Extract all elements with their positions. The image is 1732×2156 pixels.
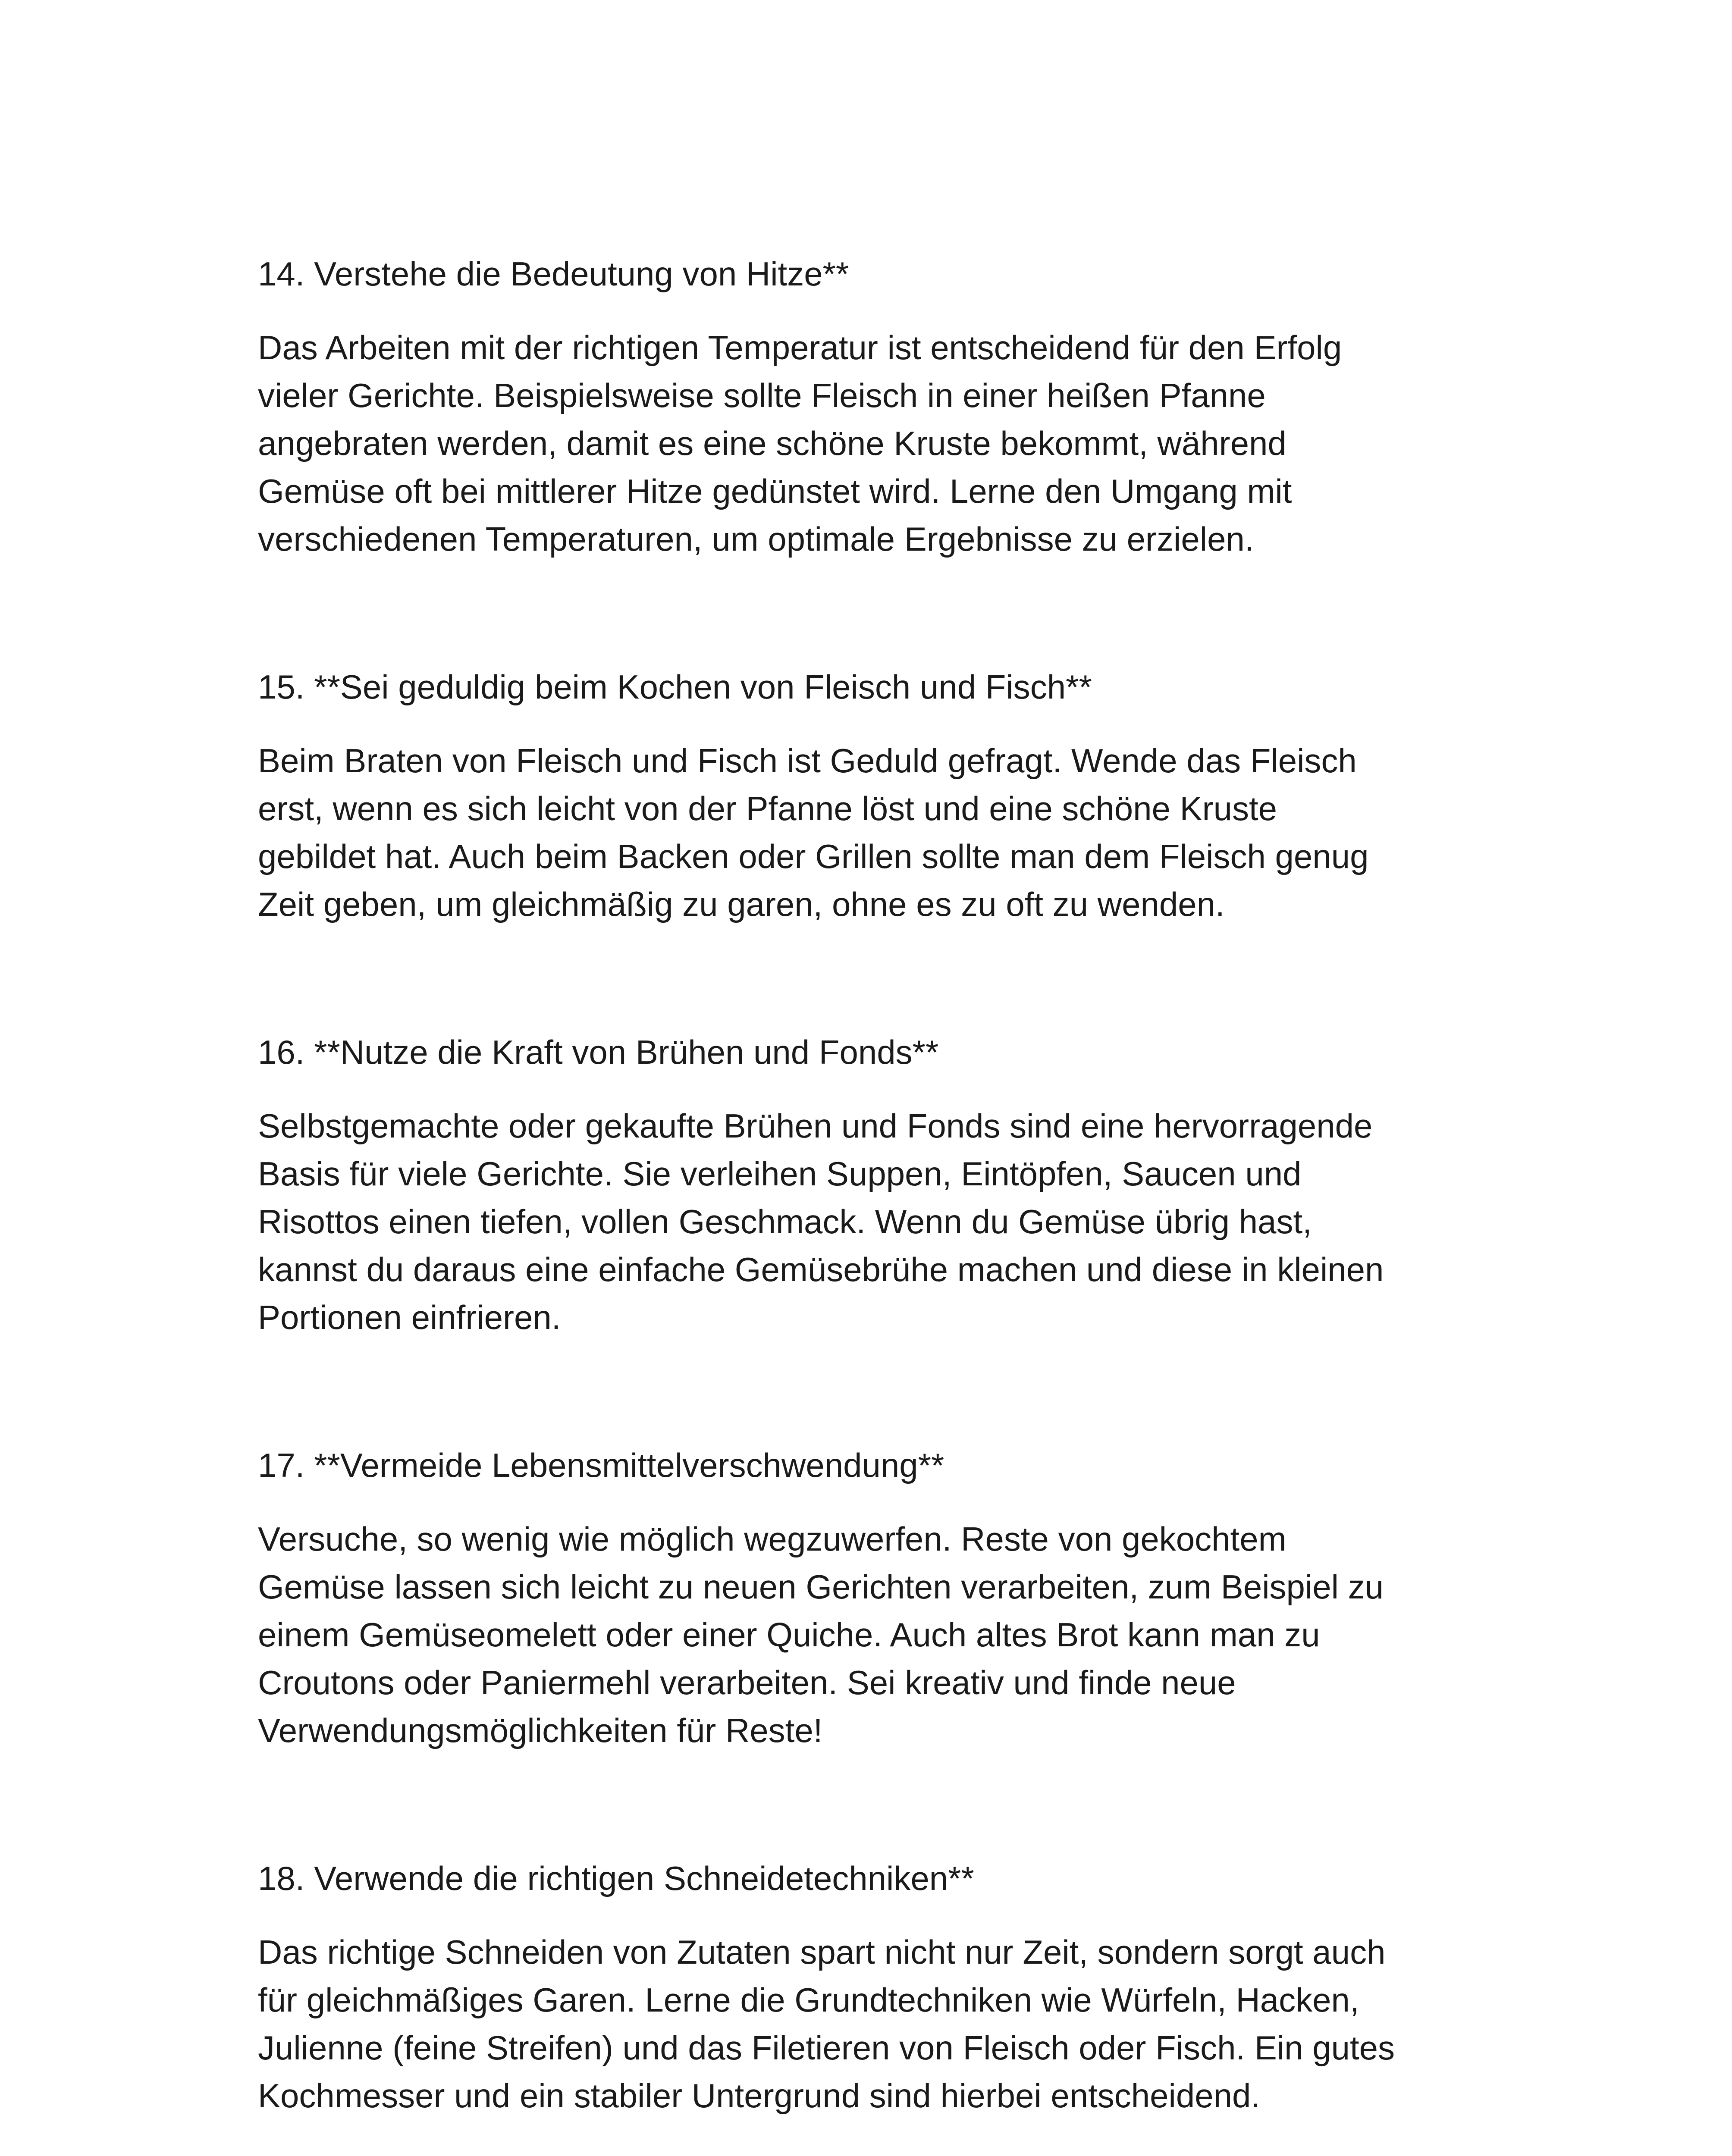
section-paragraph: Das Arbeiten mit der richtigen Temperatur ist entscheidend für den Erfolg vieler Gerichte. Beispielsweise sollte Fleisch in einer heißen Pfanne angebraten werden, damit es eine schöne Kruste bekommt, während Gemüse oft bei mittlerer Hitze gedünstet wird. Lerne den Umgang mit verschiedenen Temperaturen, um optimale Ergebnisse zu erzielen. bbox=[258, 329, 1342, 558]
section-18 bbox=[258, 1855, 1509, 2120]
section-17 bbox=[258, 1442, 1509, 1755]
section-16 bbox=[258, 1028, 1509, 1341]
section-paragraph: Selbstgemachte oder gekaufte Brühen und Fonds sind eine hervorragende Basis für viele Gerichte. Sie verleihen Suppen, Eintöpfen, Saucen und Risottos einen tiefen, vollen Geschmack. Wenn du Gemüse übrig hast, kannst du daraus eine einfache Gemüsebrühe machen und diese in kleinen Portionen einfrieren. bbox=[258, 1107, 1384, 1336]
section-heading: 18. Verwende die richtigen Schneidetechniken** bbox=[258, 1859, 974, 1897]
section-heading: 15. **Sei geduldig beim Kochen von Fleisch und Fisch** bbox=[258, 668, 1092, 706]
section-paragraph: Das richtige Schneiden von Zutaten spart nicht nur Zeit, sondern sorgt auch für gleichmäßiges Garen. Lerne die Grundtechniken wie Würfeln, Hacken, Julienne (feine Streifen) und das Filetieren von Fleisch oder Fisch. Ein gutes Kochmesser und ein stabiler Untergrund sind hierbei entscheidend. bbox=[258, 1933, 1395, 2115]
section-paragraph: Versuche, so wenig wie möglich wegzuwerfen. Reste von gekochtem Gemüse lassen sich leicht zu neuen Gerichten verarbeiten, zum Beispiel zu einem Gemüseomelett oder einer Quiche. Auch altes Brot kann man zu Croutons oder Paniermehl verarbeiten. Sei kreativ und finde neue Verwendungsmöglichkeiten für Reste! bbox=[258, 1520, 1384, 1749]
page-content bbox=[258, 250, 1509, 2120]
section-15 bbox=[258, 663, 1509, 928]
section-14 bbox=[258, 250, 1509, 563]
section-paragraph: Beim Braten von Fleisch und Fisch ist Geduld gefragt. Wende das Fleisch erst, wenn es sich leicht von der Pfanne löst und eine schöne Kruste gebildet hat. Auch beim Backen oder Grillen sollte man dem Fleisch genug Zeit geben, um gleichmäßig zu garen, ohne es zu oft zu wenden. bbox=[258, 742, 1369, 923]
section-heading: 14. Verstehe die Bedeutung von Hitze** bbox=[258, 255, 849, 293]
section-heading: 16. **Nutze die Kraft von Brühen und Fonds** bbox=[258, 1033, 939, 1071]
section-heading: 17. **Vermeide Lebensmittelverschwendung** bbox=[258, 1446, 944, 1484]
